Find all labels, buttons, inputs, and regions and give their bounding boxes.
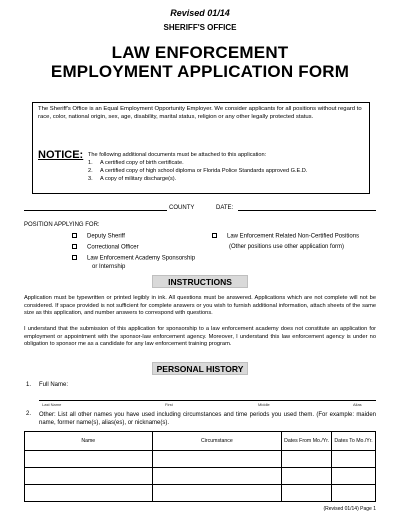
notice-intro: The following additional documents must be attached to this application: [88, 152, 267, 158]
instructions-para-2: I understand that the submission of this application for sponsorship to a law enforcement academy does not constitute an application for employment or appointment with the sponsor-law enforcement agency. Moreover, I understand this law enforcement agency is under no obligation to sponsor me as a candidate for any law enforcement training program. [24, 326, 376, 348]
table-row [25, 468, 376, 485]
q2-text: Other: List all other names you have used including circumstances and time periods you used them. (For example: maiden name, former name(s), alias(es), or nickname(s). [39, 412, 376, 426]
county-label: COUNTY [169, 205, 195, 211]
q2-number: 2. [26, 411, 32, 417]
table-cell[interactable] [25, 451, 153, 468]
table-row [25, 485, 376, 502]
notice-item: 3. A copy of military discharge(s). [88, 175, 177, 182]
name-part-alias: Alias [353, 402, 362, 407]
position-option-noncertified[interactable]: Law Enforcement Related Non-Certified Positions [212, 233, 359, 240]
revised-date: Revised 01/14 [170, 8, 230, 18]
date-label: DATE: [216, 205, 234, 211]
table-cell[interactable] [332, 485, 376, 502]
notice-item: 2. A certified copy of high school diploma or Florida Police Standards approved G.E.D. [88, 167, 308, 174]
personal-history-heading: PERSONAL HISTORY [152, 362, 248, 375]
q1-number: 1. [26, 382, 32, 388]
column-header-dates-from: Dates From Mo./Yr. [282, 432, 332, 451]
table-cell[interactable] [152, 468, 282, 485]
full-name-field[interactable] [39, 400, 376, 401]
column-header-circumstance: Circumstance [152, 432, 282, 451]
form-title-line1: LAW ENFORCEMENT [111, 43, 289, 62]
position-note: (Other positions use other application form) [229, 244, 345, 250]
table-cell[interactable] [282, 485, 332, 502]
table-cell[interactable] [152, 485, 282, 502]
q1-label: Full Name: [39, 382, 69, 388]
table-cell[interactable] [25, 485, 153, 502]
checkbox[interactable] [72, 244, 77, 249]
table-cell[interactable] [282, 468, 332, 485]
table-row [25, 451, 376, 468]
office-name: SHERIFF'S OFFICE [163, 23, 237, 32]
position-option-correctional[interactable]: Correctional Officer [72, 244, 139, 251]
position-option-academy-cont: or Internship [92, 264, 126, 270]
checkbox[interactable] [72, 255, 77, 260]
notice-label: NOTICE: [38, 149, 84, 161]
instructions-para-1: Application must be typewritten or printed legibly in ink. All questions must be answered. Applications which are not complete will not be considered. If space provided is not sufficient for complete answers or you wish to furnish additional information, attach sheets of the same size as this application, and number answers to correspond with questions. [24, 295, 376, 317]
table-header-row [25, 432, 376, 451]
name-part-first: First [165, 402, 173, 407]
position-option-deputy[interactable]: Deputy Sheriff [72, 233, 125, 240]
column-header-name: Name [25, 432, 153, 451]
table-cell[interactable] [332, 451, 376, 468]
table-cell[interactable] [152, 451, 282, 468]
date-field[interactable] [238, 210, 376, 211]
instructions-heading: INSTRUCTIONS [152, 275, 248, 288]
name-part-last: Last Name [42, 402, 62, 407]
table-cell[interactable] [25, 468, 153, 485]
table-cell[interactable] [282, 451, 332, 468]
form-title-line2: EMPLOYMENT APPLICATION FORM [50, 62, 350, 81]
other-names-table [24, 431, 376, 502]
checkbox[interactable] [72, 233, 77, 238]
notice-item: 1. A certified copy of birth certificate. [88, 160, 184, 166]
checkbox[interactable] [212, 233, 217, 238]
eeo-statement: The Sheriff's Office is an Equal Employment Opportunity Employer. We consider applicants for all positions without regard to race, color, national origin, sex, age, disability, marital status, religion or any other legally protected status. [38, 106, 362, 120]
page-footer: (Revised 01/14) Page 1 [323, 506, 376, 512]
county-field[interactable] [24, 210, 167, 211]
name-part-middle: Middle [258, 402, 270, 407]
table-cell[interactable] [332, 468, 376, 485]
position-option-academy[interactable]: Law Enforcement Academy Sponsorship [72, 255, 195, 262]
column-header-dates-to: Dates To Mo./Yr. [332, 432, 376, 451]
position-label: POSITION APPLYING FOR: [24, 222, 100, 228]
notice-list [88, 160, 307, 183]
